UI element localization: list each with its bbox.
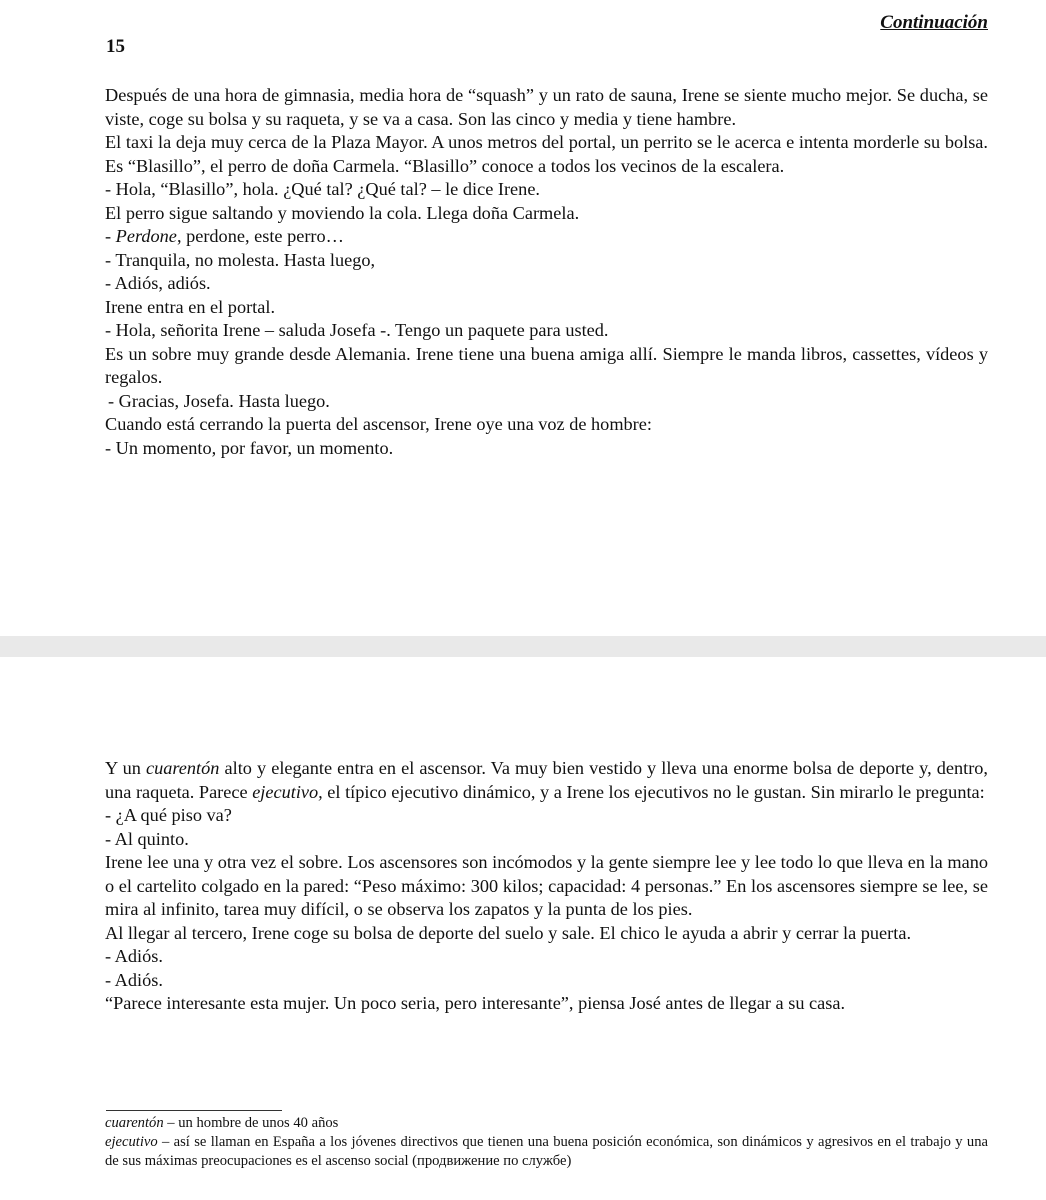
italic-word: ejecutivo, — [252, 781, 323, 802]
dialogue-line — [105, 225, 988, 249]
paragraph: Cuando está cerrando la puerta del ascensor, Irene oye una voz de hombre: — [105, 414, 652, 434]
text-run: alto y elegante entra en el ascensor. Va muy bien vestido y lleva una enorme bolsa de deporte y, dentro, una raqueta. Parece — [105, 758, 988, 802]
paragraph: Irene entra en el portal. — [105, 296, 276, 317]
paragraph: “Parece interesante esta mujer. Un poco seria, pero interesante”, piensa José antes de llegar a su casa. — [105, 993, 846, 1013]
paragraph: El taxi la deja muy cerca de la Plaza Mayor. A unos metros del portal, un perrito se le acerca e intenta morderle su bolsa. Es “Blasillo”, el perro de doña Carmela. “Blasillo” conoce a todos los vecinos de la escalera. — [105, 132, 988, 176]
paragraph: El perro sigue saltando y moviendo la cola. Llega doña Carmela. — [105, 202, 580, 223]
footnote-term: cuarentón — [105, 1115, 164, 1131]
dialogue-line: - ¿A qué piso va? — [105, 805, 232, 825]
text-run: el típico ejecutivo dinámico, y a Irene los ejecutivos no le gustan. Sin mirarlo le pregunta: — [322, 781, 985, 802]
page-2-body — [105, 757, 988, 1016]
continuation-heading: Continuación — [880, 12, 988, 33]
footnote-term: ejecutivo — [105, 1134, 158, 1150]
page-1-body — [105, 84, 988, 460]
footnote-text: – así se llaman en España a los jóvenes directivos que tienen una buena posición económica, son dinámicos y agresivos en el trabajo y una de sus máximas preocupaciones es el ascenso social (продвижение по службе) — [105, 1134, 988, 1169]
page-number: 15 — [106, 36, 125, 57]
paragraph: Al llegar al tercero, Irene coge su bolsa de deporte del suelo y sale. El chico le ayuda a abrir y cerrar la puerta. — [105, 922, 912, 943]
dialogue-line: - Gracias, Josefa. Hasta luego. — [108, 390, 330, 411]
paragraph: Es un sobre muy grande desde Alemania. Irene tiene una buena amiga allí. Siempre le manda libros, cassettes, vídeos y regalos. — [105, 343, 988, 387]
dialogue-line: - Al quinto. — [105, 828, 189, 849]
italic-word: cuarentón — [145, 758, 220, 778]
footnote — [105, 1133, 988, 1171]
dash: - — [105, 226, 116, 246]
dialogue-line: - Adiós. — [105, 969, 163, 990]
footnote-divider — [106, 1110, 282, 1111]
dialogue-line: - Hola, señorita Irene – saluda Josefa -. Tengo un paquete para usted. — [105, 320, 609, 340]
dialogue-line: - Hola, “Blasillo”, hola. ¿Qué tal? ¿Qué tal? – le dice Irene. — [105, 179, 541, 199]
dialogue-rest: , perdone, este perro… — [176, 226, 344, 246]
footnote — [105, 1114, 988, 1133]
dialogue-line: - Adiós. — [105, 946, 163, 966]
dialogue-line: - Un momento, por favor, un momento. — [105, 437, 394, 458]
italic-word: Perdone — [115, 226, 177, 246]
footnote-text: – un hombre de unos 40 años — [163, 1115, 339, 1131]
dialogue-line: - Tranquila, no molesta. Hasta luego, — [105, 249, 376, 270]
paragraph: Irene lee una y otra vez el sobre. Los ascensores son incómodos y la gente siempre lee y lee todo lo que lleva en la mano o el cartelito colgado en la pared: “Peso máximo: 300 kilos; capacidad: 4 personas.” En los ascensores siempre se lee, se mira al infinito, tarea muy difícil, o se observa los zapatos y la punta de los pies. — [105, 852, 988, 919]
paragraph: Después de una hora de gimnasia, media hora de “squash” y un rato de sauna, Irene se siente mucho mejor. Se ducha, se viste, coge su bolsa y su raqueta, y se va a casa. Son las cinco y media y tiene hambre. — [105, 85, 988, 129]
paragraph — [105, 757, 988, 804]
text-run: Y un — [105, 758, 146, 778]
dialogue-line: - Adiós, adiós. — [105, 273, 211, 293]
